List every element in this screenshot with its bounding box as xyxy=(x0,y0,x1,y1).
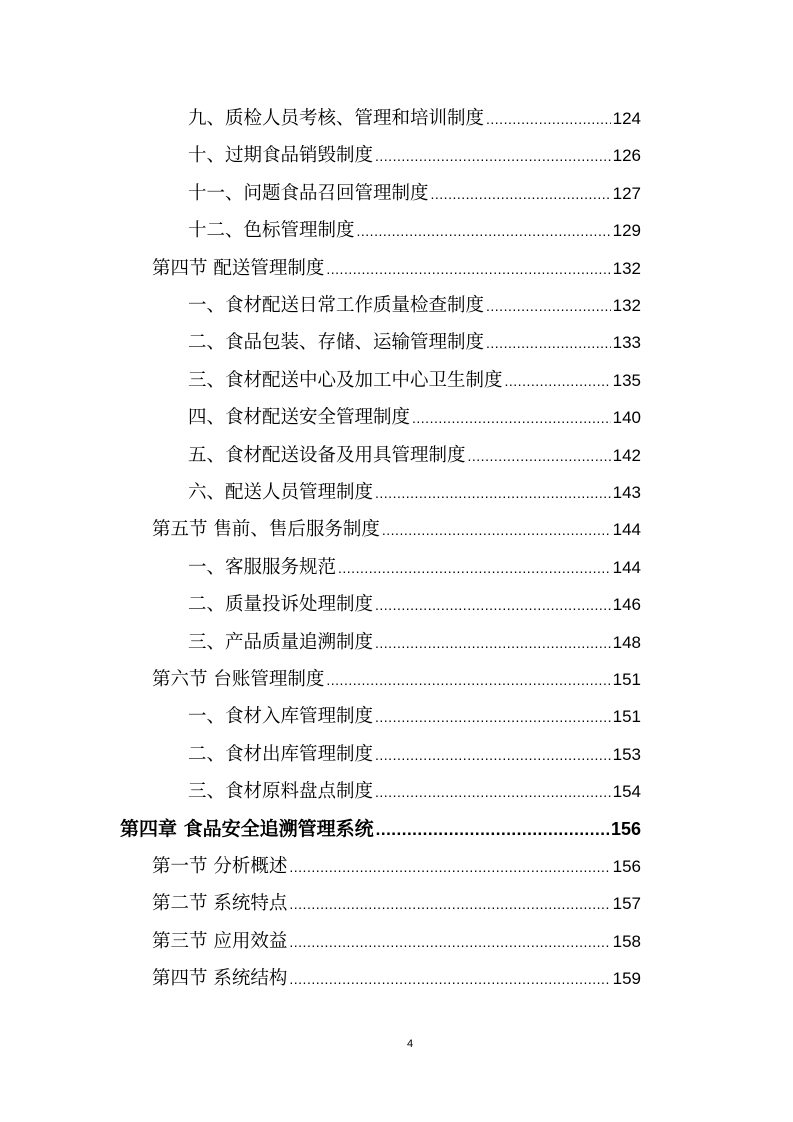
toc-entry-title: 一、食材入库管理制度 xyxy=(188,706,374,728)
toc-dot-leader xyxy=(375,624,611,662)
toc-entry-title: 第四节 系统结构 xyxy=(152,968,288,990)
toc-entry-title: 五、食材配送设备及用具管理制度 xyxy=(188,444,466,466)
toc-entry-page: 132 xyxy=(612,258,641,278)
toc-entry-page: 144 xyxy=(612,520,641,540)
toc-entry-page: 143 xyxy=(612,483,641,502)
toc-entry-title: 一、客服服务规范 xyxy=(188,556,337,578)
toc-dot-leader xyxy=(375,137,611,175)
toc-section-entry[interactable] xyxy=(152,960,641,997)
toc-entry-page: 151 xyxy=(612,670,641,689)
toc-dot-leader xyxy=(468,437,611,475)
toc-entry-title: 三、食材配送中心及加工中心卫生制度 xyxy=(188,369,503,391)
toc-entry-title: 第一节 分析概述 xyxy=(152,856,288,877)
toc-entry-page: 151 xyxy=(612,707,641,727)
toc-entry-title: 六、配送人员管理制度 xyxy=(188,482,374,503)
toc-dot-leader xyxy=(505,362,611,400)
toc-entry[interactable] xyxy=(188,437,641,474)
toc-entry-title: 第四节 配送管理制度 xyxy=(152,257,325,279)
toc-entry-page: 148 xyxy=(612,632,641,652)
toc-section-entry[interactable] xyxy=(152,885,641,922)
toc-dot-leader xyxy=(375,736,611,774)
toc-entry-page: 158 xyxy=(612,931,641,951)
toc-entry-page: 126 xyxy=(612,146,641,166)
toc-entry-title: 十二、色标管理制度 xyxy=(188,220,355,242)
toc-entry-title: 第六节 台账管理制度 xyxy=(152,669,325,690)
toc-entry-title: 第五节 售前、售后服务制度 xyxy=(152,519,380,541)
toc-entry[interactable] xyxy=(188,474,641,511)
toc-dot-leader xyxy=(289,923,610,961)
toc-entry-page: 124 xyxy=(612,109,641,128)
toc-entry-page: 144 xyxy=(612,557,641,577)
toc-dot-leader xyxy=(357,212,611,250)
toc-entry[interactable] xyxy=(188,100,641,137)
toc-entry-title: 二、食品包装、存储、运输管理制度 xyxy=(188,332,485,354)
toc-entry[interactable] xyxy=(188,698,641,735)
toc-dot-leader xyxy=(289,885,610,923)
toc-dot-leader xyxy=(326,250,610,288)
toc-entry-page: 132 xyxy=(612,296,641,315)
toc-entry-page: 154 xyxy=(612,782,641,802)
toc-entry-page: 133 xyxy=(612,333,641,353)
toc-entry[interactable] xyxy=(188,624,641,661)
toc-chapter-entry[interactable] xyxy=(120,811,641,848)
toc-entry[interactable] xyxy=(188,362,641,399)
toc-entry[interactable] xyxy=(188,137,641,174)
toc-dot-leader xyxy=(375,698,611,736)
toc-entry-page: 127 xyxy=(612,183,641,203)
toc-entry-title: 第三节 应用效益 xyxy=(152,930,288,952)
toc-dot-leader xyxy=(338,549,611,587)
toc-dot-leader xyxy=(382,511,611,549)
toc-entry-page: 129 xyxy=(612,221,641,241)
toc-entry-title: 第二节 系统特点 xyxy=(152,893,288,915)
toc-entry-title: 三、产品质量追溯制度 xyxy=(188,631,374,653)
toc-dot-leader xyxy=(289,960,610,998)
toc-entry-page: 140 xyxy=(612,408,641,428)
toc-entry-title: 十、过期食品销毁制度 xyxy=(188,145,374,167)
toc-dot-leader xyxy=(376,811,609,848)
toc-entry[interactable] xyxy=(188,586,641,623)
toc-entry-page: 159 xyxy=(612,969,641,989)
toc-entry[interactable] xyxy=(188,773,641,810)
toc-entry[interactable] xyxy=(188,399,641,436)
toc-entry-title: 二、食材出库管理制度 xyxy=(188,743,374,765)
toc-dot-leader xyxy=(375,773,611,811)
toc-entry[interactable] xyxy=(188,736,641,773)
toc-dot-leader xyxy=(486,324,611,362)
toc-entry-page: 157 xyxy=(612,894,641,914)
toc-entry-title: 四、食材配送安全管理制度 xyxy=(188,407,411,429)
toc-dot-leader xyxy=(431,175,611,213)
toc-dot-leader xyxy=(326,661,610,699)
toc-entry-title: 十一、问题食品召回管理制度 xyxy=(188,182,429,204)
toc-section-entry[interactable] xyxy=(152,923,641,960)
toc-dot-leader xyxy=(486,287,611,325)
toc-entry[interactable] xyxy=(188,324,641,361)
toc-section-entry[interactable] xyxy=(152,511,641,548)
toc-dot-leader xyxy=(412,399,611,437)
toc-entry-page: 135 xyxy=(612,370,641,390)
toc-dot-leader xyxy=(375,474,611,512)
page-number: 4 xyxy=(406,1038,414,1050)
toc-entry[interactable] xyxy=(188,287,641,324)
toc-section-entry[interactable] xyxy=(152,848,641,885)
toc-entry-title: 二、质量投诉处理制度 xyxy=(188,594,374,616)
toc-entry-page: 156 xyxy=(612,857,641,876)
toc-entry-page: 153 xyxy=(612,744,641,764)
toc-entry-page: 142 xyxy=(612,445,641,465)
toc-section-entry[interactable] xyxy=(152,250,641,287)
toc-dot-leader xyxy=(486,100,611,138)
toc-entry-title: 三、食材原料盘点制度 xyxy=(188,781,374,803)
toc-entry-title: 第四章 食品安全追溯管理系统 xyxy=(120,817,374,840)
toc-entry-page: 156 xyxy=(610,818,641,839)
toc-entry-title: 九、质检人员考核、管理和培训制度 xyxy=(188,108,485,129)
toc-entry-title: 一、食材配送日常工作质量检查制度 xyxy=(188,295,485,316)
toc-entry[interactable] xyxy=(188,212,641,249)
toc-dot-leader xyxy=(289,848,610,886)
toc-dot-leader xyxy=(375,586,611,624)
toc-entry[interactable] xyxy=(188,175,641,212)
toc-section-entry[interactable] xyxy=(152,661,641,698)
toc-entry[interactable] xyxy=(188,549,641,586)
toc-entry-page: 146 xyxy=(612,595,641,615)
